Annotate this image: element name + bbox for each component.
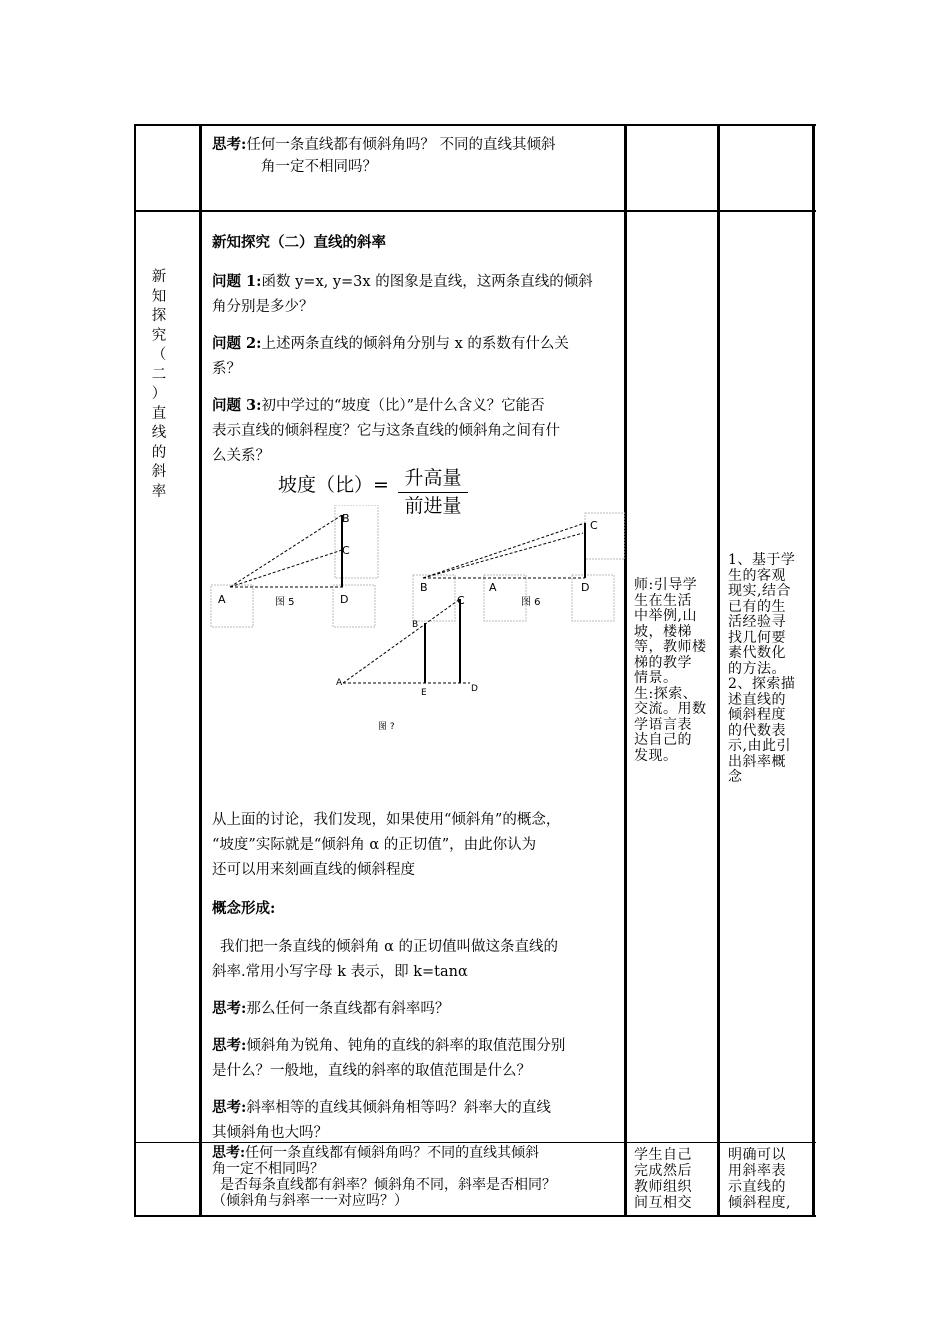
intent-line: 2、探索描: [728, 676, 796, 692]
figure-label-boxes: [211, 505, 625, 627]
intent-line: 的代数表: [728, 722, 786, 739]
teacher-line: 师:引导学: [634, 577, 698, 593]
section-heading: 新知探究（二）直线的斜率: [212, 234, 386, 251]
intent-line: 用斜率表: [728, 1163, 786, 1179]
teacher-line: 达自己的: [634, 732, 692, 748]
think-text: 任何一条直线都有倾斜角吗？ 不同的直线其倾斜: [246, 137, 556, 153]
q3-label: 问题 3:: [212, 397, 262, 414]
fig7-caption: 图 ?: [378, 722, 395, 730]
slope-formula-left: 坡度（比）=: [278, 474, 389, 496]
q1-text: 函数 y=x, y=3x 的图象是直线，这两条直线的倾斜: [261, 274, 593, 290]
concept-line1: 我们把一条直线的倾斜角 α 的正切值叫做这条直线的: [220, 939, 559, 955]
teacher-line: 坡，楼梯: [634, 623, 692, 640]
side-label-char: 线: [151, 425, 167, 441]
fig7-label-b: B: [412, 620, 419, 630]
fig7-label-a: A: [336, 678, 343, 688]
teacher-line: 完成然后: [634, 1163, 692, 1179]
slope-figures: [205, 505, 625, 730]
q3-text: 初中学过的“坡度（比）”是什么含义？它能否: [261, 398, 545, 414]
design-intent: [728, 553, 810, 786]
intent-line: 现实,结合: [728, 583, 791, 599]
side-label-char: 的: [151, 444, 167, 461]
figure-6: [423, 523, 585, 578]
q1-text-cont: 角分别是多少？: [212, 299, 314, 315]
side-label-char: 率: [151, 483, 167, 500]
think3-text-cont: 其倾斜角也大吗？: [212, 1125, 328, 1141]
fig6-label-b: B: [420, 581, 428, 594]
side-label-char: 二: [151, 366, 167, 383]
think2-text-cont: 是什么？一般地，直线的斜率的取值范围是什么？: [212, 1063, 531, 1079]
teacher-line: 生:探索、: [634, 685, 698, 702]
teacher-activity: [634, 578, 714, 764]
intent-line: 述直线的: [728, 691, 786, 708]
q3-text-cont1: 表示直线的倾斜程度？它与这条直线的倾斜角之间有什: [212, 423, 560, 439]
row3-content: [212, 1145, 620, 1209]
teacher-line: 等，教师楼: [634, 639, 707, 655]
formula-numerator: 升高量: [398, 466, 468, 493]
row1-think: [212, 132, 620, 180]
section-side-label: [146, 268, 172, 502]
row3-think-label: 思考:: [212, 1145, 246, 1161]
intent-line: 1、基于学: [728, 552, 796, 568]
intent-line: 已有的生: [728, 598, 786, 615]
discussion-line2: “坡度”实际就是“倾斜角 α 的正切值”，由此你认为: [212, 837, 537, 853]
teacher-line: 梯的教学: [634, 654, 692, 671]
think2-label: 思考:: [212, 1037, 247, 1054]
teacher-line: 情景。: [634, 670, 678, 686]
row2-lower-content: [212, 808, 620, 1146]
fig5-label-d: D: [340, 593, 349, 606]
fig7-label-d: D: [471, 684, 478, 694]
teacher-line: 发现。: [634, 747, 678, 764]
row3-line1: 任何一条直线都有倾斜角吗？不同的直线其倾斜: [245, 1145, 540, 1161]
side-label-char: 斜: [151, 464, 167, 480]
concept-line2: 斜率.常用小写字母 k 表示，即 k=tanα: [212, 964, 468, 980]
row3-line3: 是否每条直线都有斜率？倾斜角不同，斜率是否相同？: [220, 1177, 556, 1193]
intent-line: 活经验寻: [728, 614, 786, 630]
teacher-line: 教师组织: [634, 1179, 692, 1195]
discussion-line3: 还可以用来刻画直线的倾斜程度: [212, 862, 415, 878]
q2-text-cont: 系？: [212, 361, 241, 377]
intent-line: 找几何要: [728, 629, 786, 646]
teacher-line: 交流。用数: [634, 701, 707, 717]
side-label-char: 知: [151, 288, 167, 305]
row3-line2: 角一定不相同吗？: [212, 1161, 324, 1177]
q3-text-cont2: 么关系？: [212, 448, 270, 464]
think-label: 思考:: [212, 136, 247, 153]
side-label-char: 新: [151, 269, 167, 285]
intent-line: 明确可以: [728, 1147, 786, 1163]
fig5-label-a: A: [218, 593, 226, 606]
teacher-line: 生在生活: [634, 592, 692, 609]
teacher-line: 学生自己: [634, 1147, 692, 1163]
row3-line4: （倾斜角与斜率一一对应吗？）: [212, 1193, 408, 1209]
q2-text: 上述两条直线的倾斜角分别与 x 的系数有什么关: [261, 336, 569, 352]
formula-denominator: 前进量: [404, 495, 462, 517]
teacher-line: 学语言表: [634, 716, 692, 733]
q2-label: 问题 2:: [212, 335, 262, 352]
concept-label: 概念形成:: [212, 900, 276, 917]
think1-label: 思考:: [212, 1000, 247, 1017]
discussion-line1: 从上面的讨论，我们发现，如果使用“倾斜角”的概念，: [212, 812, 561, 828]
fig7-label-e: E: [421, 688, 427, 698]
fig6-label-a: A: [489, 581, 497, 594]
fig5-caption: 图 5: [275, 597, 295, 608]
teacher-line: 中举例,山: [634, 608, 697, 624]
figure-7: [343, 599, 470, 683]
figure-5: [230, 515, 343, 587]
side-label-char: （: [151, 347, 167, 363]
intent-line: 倾斜程度,: [728, 1195, 791, 1211]
intent-line: 念: [728, 769, 743, 785]
teacher-line: 间互相交: [634, 1195, 692, 1211]
think3-text: 斜率相等的直线其倾斜角相等吗？斜率大的直线: [246, 1100, 551, 1116]
intent-line: 示直线的: [728, 1179, 786, 1195]
intent-line: 出斜率概: [728, 753, 786, 770]
fig6-label-c2: C: [590, 519, 598, 532]
side-label-char: 究: [151, 327, 167, 344]
row3-design-intent: [728, 1147, 810, 1211]
fig6-label-c: C: [457, 594, 465, 607]
fig5-label-b: B: [342, 512, 350, 525]
intent-line: 生的客观: [728, 567, 786, 584]
intent-line: 示,由此引: [728, 738, 791, 754]
think2-text: 倾斜角为锐角、钝角的直线的斜率的取值范围分别: [246, 1038, 566, 1054]
intent-line: 素代数化: [728, 645, 786, 661]
intent-line: 倾斜程度: [728, 707, 786, 723]
side-label-char: 探: [151, 308, 167, 324]
intent-line: 的方法。: [728, 660, 786, 677]
row2-content: [212, 230, 620, 469]
think3-label: 思考:: [212, 1099, 247, 1116]
side-label-char: 直: [151, 405, 167, 422]
row3-teacher-activity: [634, 1147, 714, 1211]
fig6-label-d: D: [581, 581, 590, 594]
think-text-cont: 角一定不相同吗？: [261, 159, 377, 175]
fig5-label-c: C: [342, 544, 350, 557]
q1-label: 问题 1:: [212, 273, 262, 290]
fig6-caption: 图 6: [521, 597, 541, 608]
think1-text: 那么任何一条直线都有斜率吗？: [246, 1001, 450, 1017]
side-label-char: ）: [151, 386, 167, 402]
